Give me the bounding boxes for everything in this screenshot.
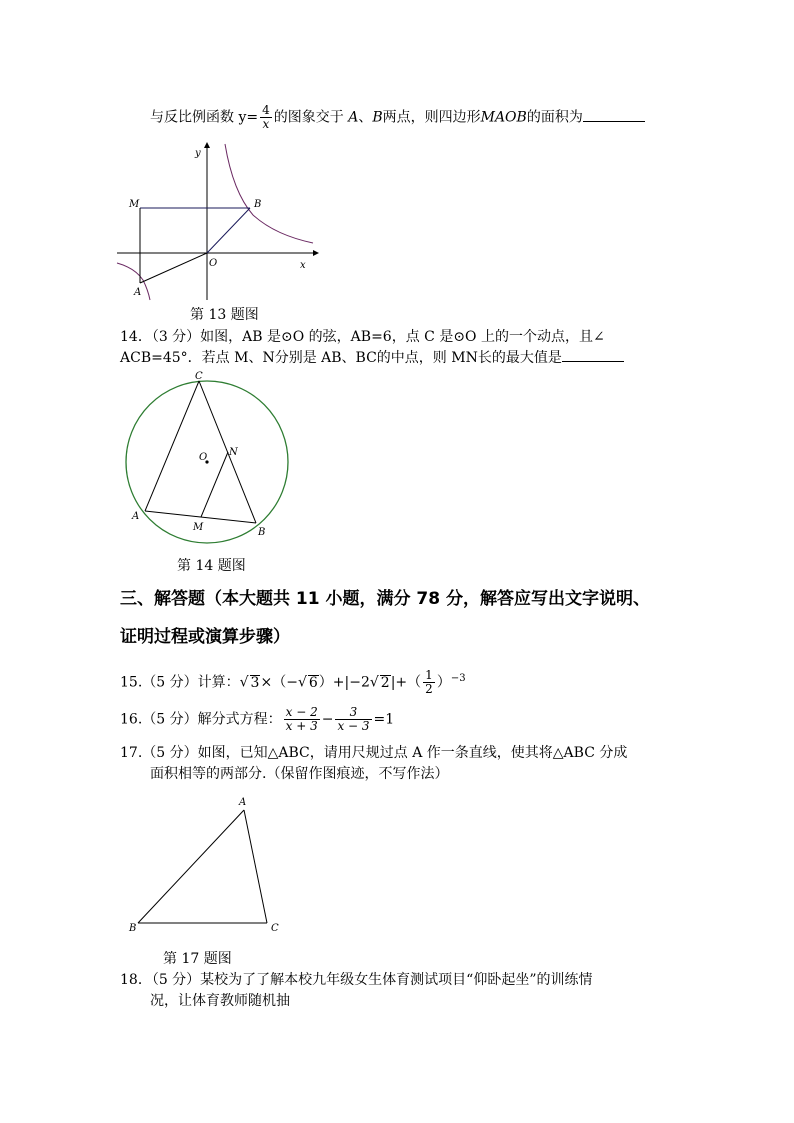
label-C: C (195, 371, 203, 382)
figure-17-caption: 第 17 题图 (163, 951, 232, 967)
figure-14-caption: 第 14 题图 (177, 558, 246, 574)
q18-line-1: 18．（5 分）某校为了了解本校九年级女生体育测试项目“仰卧起坐”的训练情 (120, 972, 593, 988)
label-B: B (254, 199, 262, 210)
q13-text: 与反比例函数 y= $\frac{4}{x}$ 的图象交于 A、B两点，则四边形MAOB的面积为 (150, 104, 645, 131)
section-3-heading-line-2: 证明过程或演算步骤） (120, 627, 290, 647)
figure-13 (115, 140, 320, 302)
q14-answer-blank[interactable] (562, 347, 624, 362)
q16-fraction-1: $\frac{x - 2}{x + 3}$ (285, 705, 318, 733)
segment-OB (207, 208, 250, 253)
q16-fraction-2: $\frac{3}{x - 3}$ (337, 705, 370, 733)
q15-fraction: $\frac{1}{2}$ (425, 668, 433, 697)
q14-line-2: ACB=45°．若点 M、N分别是 AB、BC的中点，则 MN长的最大值是 (120, 347, 624, 368)
label-B: B (258, 527, 266, 538)
label-O: O (199, 452, 208, 463)
label-A: A (134, 287, 142, 298)
label-M: M (129, 199, 140, 210)
x-axis-arrow (313, 250, 319, 256)
q18-line-2: 况，让体育教师随机抽 (150, 993, 290, 1009)
q15-text: 15.（5 分）计算：√ 3×（−√ 6）+|−2√ 2|+（ $\frac{1}{2}$ ）$^{-3}$ (120, 668, 466, 697)
label-A: A (132, 511, 140, 522)
label-B: B (129, 923, 137, 934)
y-axis-arrow (204, 142, 210, 148)
label-N: N (229, 447, 238, 458)
q17-line-1: 17.（5 分）如图，已知△ABC，请用尺规过点 A 作一条直线，使其将△ABC 分成 (120, 745, 628, 761)
label-x: x (300, 260, 306, 271)
label-A: A (239, 797, 247, 808)
segment-AB (138, 810, 244, 923)
label-y: y (195, 148, 201, 159)
segment-AO (140, 253, 207, 283)
q14-line-1: 14．（3 分）如图，AB 是⊙O 的弦，AB=6，点 C 是⊙O 上的一个动点，且∠ (120, 329, 605, 345)
segment-CA (145, 381, 199, 511)
label-C: C (271, 923, 279, 934)
label-O: O (209, 258, 218, 269)
hyperbola-branch-1 (225, 144, 313, 243)
q13-fraction: $\frac{4}{x}$ (262, 103, 270, 131)
label-M: M (193, 522, 204, 533)
section-3-heading: 三、解答题（本大题共 11 小题，满分 78 分，解答应写出文字说明、 (120, 589, 650, 609)
figure-17 (125, 792, 285, 937)
q13-answer-blank[interactable] (583, 107, 645, 122)
segment-AC (244, 810, 267, 923)
figure-14 (120, 368, 300, 546)
q16-text: 16.（5 分）解分式方程： $\frac{x - 2}{x + 3}$ − $\frac{3}{x - 3}$ =1 (120, 705, 395, 733)
figure-13-caption: 第 13 题图 (190, 307, 259, 323)
q17-line-2: 面积相等的两部分.（保留作图痕迹，不写作法） (150, 766, 449, 782)
